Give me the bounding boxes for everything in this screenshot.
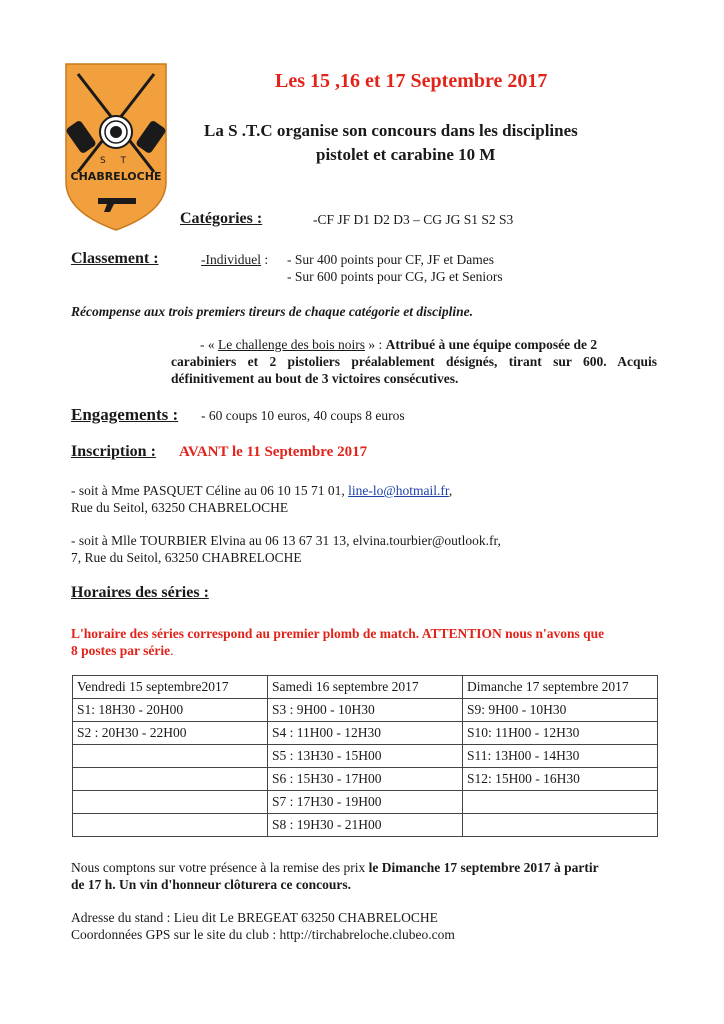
table-cell: S6 : 15H30 - 17H00 [268, 768, 463, 791]
contact1-comma: , [448, 483, 453, 498]
challenge-line3: définitivement au bout de 3 victoires consécutives. [171, 371, 459, 386]
challenge-suffix: » : [364, 337, 386, 352]
table-row [73, 722, 658, 745]
table-cell [463, 791, 658, 814]
event-subtitle-line1: La S .T.C organise son concours dans les disciplines [204, 121, 578, 140]
stand-address: Adresse du stand : Lieu dit Le BREGEAT 63250 CHABRELOCHE [71, 910, 438, 925]
individuel-label: -Individuel [201, 252, 261, 267]
categories-value: -CF JF D1 D2 D3 – CG JG S1 S2 S3 [313, 212, 514, 227]
logo-text: CHABRELOCHE [70, 170, 162, 183]
closing-line1 [71, 860, 599, 876]
table-cell: S1: 18H30 - 20H00 [73, 699, 268, 722]
horaires-notice-text: 8 postes par série [71, 643, 171, 658]
schedule-header-sunday: Dimanche 17 septembre 2017 [463, 676, 658, 699]
table-cell: S3 : 9H00 - 10H30 [268, 699, 463, 722]
table-row [73, 699, 658, 722]
contact1-line1 [71, 483, 452, 499]
table-row [73, 791, 658, 814]
table-cell: S11: 13H00 - 14H30 [463, 745, 658, 768]
schedule-header-saturday: Samedi 16 septembre 2017 [268, 676, 463, 699]
challenge-name: Le challenge des bois noirs [218, 337, 365, 352]
contact1-text: - soit à Mme PASQUET Céline au 06 10 15 71 01, [71, 483, 349, 498]
schedule-header-friday: Vendredi 15 septembre2017 [73, 676, 268, 699]
table-row [73, 768, 658, 791]
table-cell [463, 814, 658, 837]
schedule-table [72, 675, 658, 837]
table-cell: S10: 11H00 - 12H30 [463, 722, 658, 745]
recompense-text: Récompense aux trois premiers tireurs de chaque catégorie et discipline. [71, 304, 473, 319]
engagements-label: Engagements : [71, 405, 179, 424]
classement-label: Classement : [71, 250, 159, 267]
table-cell: S8 : 19H30 - 21H00 [268, 814, 463, 837]
individuel-colon: : [261, 252, 269, 267]
horaires-notice-line2 [71, 643, 174, 659]
classement-line1: - Sur 400 points pour CF, JF et Dames [287, 252, 495, 267]
table-cell: S5 : 13H30 - 15H00 [268, 745, 463, 768]
schedule-header-row [73, 676, 658, 699]
inscription-deadline: AVANT le 11 Septembre 2017 [179, 444, 368, 460]
contact1-email-link[interactable]: line-lo@hotmail.fr [348, 483, 449, 498]
table-cell: S9: 9H00 - 10H30 [463, 699, 658, 722]
inscription-label: Inscription : [71, 443, 156, 460]
closing-bold: le Dimanche 17 septembre 2017 à partir [368, 860, 599, 875]
table-cell [73, 745, 268, 768]
engagements-value: - 60 coups 10 euros, 40 coups 8 euros [201, 408, 405, 423]
horaires-label: Horaires des séries : [71, 584, 209, 601]
horaires-notice-line1: L'horaire des séries correspond au premier plomb de match. ATTENTION nous n'avons que [71, 626, 605, 641]
categories-label: Catégories : [180, 210, 263, 227]
closing-line2: de 17 h. Un vin d'honneur clôturera ce concours. [71, 877, 352, 892]
table-cell [73, 791, 268, 814]
contact1-line2: Rue du Seitol, 63250 CHABRELOCHE [71, 500, 289, 515]
table-cell [73, 814, 268, 837]
challenge-line2: carabiniers et 2 pistoliers préalablement désignés, tirant sur 600. Acquis [171, 354, 657, 369]
horaires-notice-period: . [170, 643, 174, 658]
challenge-line1-rest: Attribué à une équipe composée de 2 [385, 337, 598, 352]
classement-individuel [201, 252, 268, 268]
table-cell: S2 : 20H30 - 22H00 [73, 722, 268, 745]
gps-coordinates: Coordonnées GPS sur le site du club : http://tirchabreloche.clubeo.com [71, 927, 455, 942]
table-row [73, 745, 658, 768]
challenge-prefix: - « [200, 337, 218, 352]
challenge-line1 [200, 337, 660, 353]
event-subtitle-line2: pistolet et carabine 10 M [316, 145, 496, 164]
table-cell: S7 : 17H30 - 19H00 [268, 791, 463, 814]
contact2-line2: 7, Rue du Seitol, 63250 CHABRELOCHE [71, 550, 302, 565]
club-logo [64, 62, 168, 232]
closing-normal: Nous comptons sur votre présence à la remise des prix [71, 860, 369, 875]
logo-initials: S T [99, 156, 133, 166]
table-cell [73, 768, 268, 791]
event-dates: Les 15 ,16 et 17 Septembre 2017 [275, 70, 548, 92]
table-cell: S4 : 11H00 - 12H30 [268, 722, 463, 745]
shield-emblem-icon [64, 62, 168, 232]
table-row [73, 814, 658, 837]
contact2-line1: - soit à Mlle TOURBIER Elvina au 06 13 67 31 13, elvina.tourbier@outlook.fr, [71, 533, 501, 548]
classement-line2: - Sur 600 points pour CG, JG et Seniors [287, 269, 503, 284]
table-cell: S12: 15H00 - 16H30 [463, 768, 658, 791]
